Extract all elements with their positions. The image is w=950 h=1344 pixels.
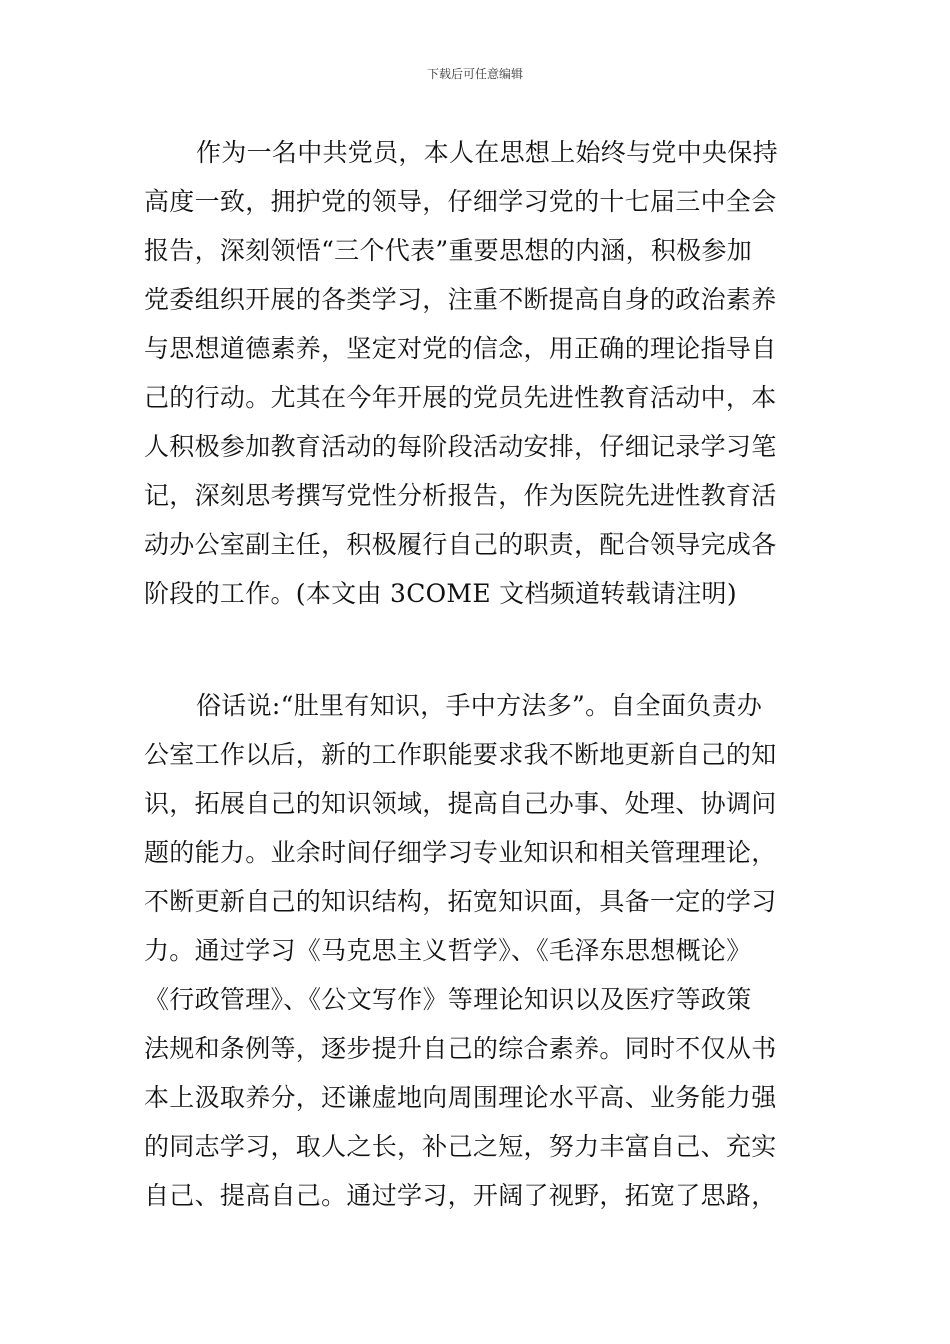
paragraph-line: 法规和条例等，逐步提升自己的综合素养。同时不仅从书 <box>144 1034 777 1063</box>
paragraph-2 <box>144 681 814 1220</box>
paragraph-line: 动办公室副主任，积极履行自己的职责，配合领导完成各 <box>144 530 777 559</box>
paragraph-1 <box>144 128 814 618</box>
paragraph-spacer <box>144 618 814 681</box>
paragraph-line: 阶段的工作。(本文由 3COME 文档频道转载请注明) <box>144 579 737 608</box>
paragraph-line: 不断更新自己的知识结构，拓宽知识面，具备一定的学习 <box>144 887 777 916</box>
paragraph-line: 己的行动。尤其在今年开展的党员先进性教育活动中，本 <box>144 383 777 412</box>
paragraph-line: 记，深刻思考撰写党性分析报告，作为医院先进性教育活 <box>144 481 777 510</box>
document-body <box>144 128 814 1220</box>
paragraph-line: 党委组织开展的各类学习，注重不断提高自身的政治素养 <box>144 285 777 314</box>
paragraph-line: 自己、提高自己。通过学习，开阔了视野，拓宽了思路， <box>144 1181 777 1210</box>
paragraph-line: 本上汲取养分，还谦虚地向周围理论水平高、业务能力强 <box>144 1083 777 1112</box>
paragraph-line: 高度一致，拥护党的领导，仔细学习党的十七届三中全会 <box>144 187 777 216</box>
paragraph-line: 的同志学习，取人之长，补己之短，努力丰富自己、充实 <box>144 1132 777 1161</box>
page-header: 下载后可任意编辑 <box>426 67 523 81</box>
paragraph-line: 《行政管理》、《公文写作》等理论知识以及医疗等政策 <box>144 985 752 1014</box>
paragraph-line: 作为一名中共党员，本人在思想上始终与党中央保持 <box>196 138 778 167</box>
paragraph-line: 公室工作以后，新的工作职能要求我不断地更新自己的知 <box>144 740 777 769</box>
paragraph-line: 报告，深刻领悟“三个代表”重要思想的内涵，积极参加 <box>144 236 753 265</box>
paragraph-line: 识，拓展自己的知识领域，提高自己办事、处理、协调问 <box>144 789 777 818</box>
paragraph-line: 人积极参加教育活动的每阶段活动安排，仔细记录学习笔 <box>144 432 777 461</box>
paragraph-line: 力。通过学习《马克思主义哲学》、《毛泽东思想概论》 <box>144 936 752 965</box>
paragraph-line: 题的能力。业余时间仔细学习专业知识和相关管理理论， <box>144 838 777 867</box>
paragraph-line: 俗话说:“肚里有知识，手中方法多”。自全面负责办 <box>196 691 763 720</box>
paragraph-line: 与思想道德素养，坚定对党的信念，用正确的理论指导自 <box>144 334 777 363</box>
